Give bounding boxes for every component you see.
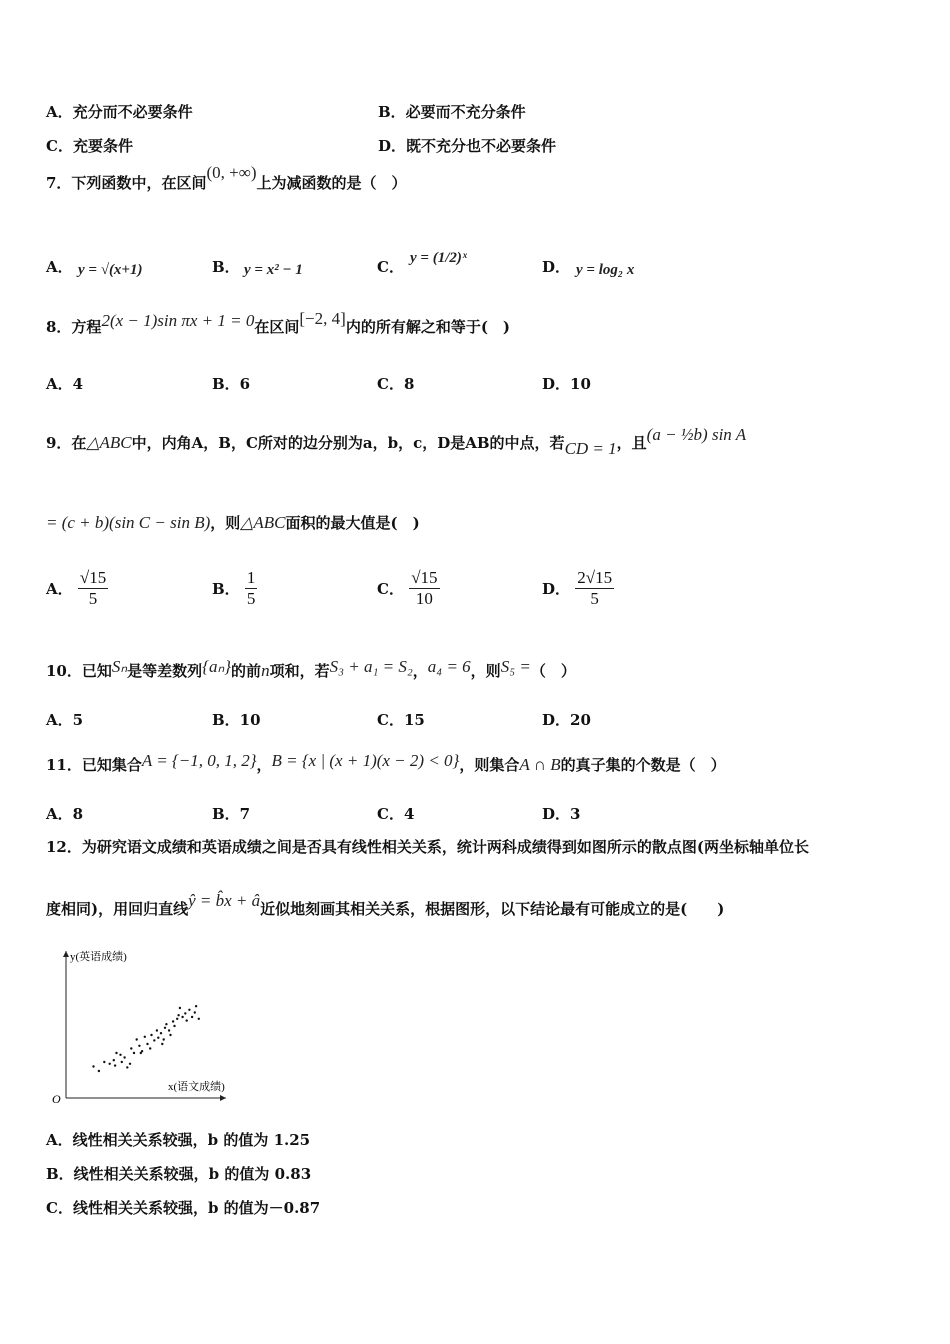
scatter-point	[156, 1029, 158, 1031]
q10-an: {aₙ}	[202, 657, 232, 676]
q9-option-c	[377, 568, 440, 609]
scatter-point	[140, 1052, 142, 1054]
q12-option-c: C．线性相关关系较强，b 的值为－0.87	[46, 1199, 321, 1217]
q10-cond2: a₄ = 6	[427, 657, 471, 676]
q10-comma: ，	[412, 662, 428, 680]
q8-option-c: C．8	[377, 375, 415, 393]
q9-option-b-frac	[245, 568, 258, 609]
scatter-point	[195, 1005, 197, 1007]
scatter-point	[144, 1036, 146, 1038]
scatter-point	[150, 1034, 152, 1036]
scatter-point	[181, 1016, 183, 1018]
q7-stem-post: 上为减函数的是（ ）	[256, 174, 407, 192]
x-axis-label: x(语文成绩)	[168, 1081, 225, 1093]
q7-option-b: y = x² − 1	[244, 262, 303, 278]
scatter-point	[130, 1047, 132, 1049]
q8-interval: [−2, 4]	[299, 309, 346, 328]
scatter-points	[92, 1005, 200, 1072]
scatter-point	[146, 1043, 148, 1045]
q11-stem-mid: ，则集合	[459, 756, 520, 774]
q12-option-b: B．线性相关关系较强，b 的值为 0.83	[46, 1165, 312, 1183]
scatter-point	[186, 1019, 188, 1021]
scatter-svg	[50, 945, 250, 1110]
origin-label: O	[52, 1092, 61, 1106]
q11-stem-pre: 11．已知集合	[46, 756, 142, 774]
q9-d-den: 5	[590, 589, 599, 608]
q9-b-num: 1	[246, 568, 256, 587]
scatter-point	[198, 1018, 200, 1020]
q9-stem-then: ，则	[210, 514, 241, 532]
q9-c-den: 10	[415, 589, 433, 608]
q9-option-d	[542, 568, 614, 609]
q10-stem-then: ，则	[470, 662, 501, 680]
q9-option-d-label: D．	[542, 580, 571, 598]
q10-stem-pre: 10．已知	[46, 662, 112, 680]
q11-option-a: A．8	[46, 805, 84, 823]
q11-stem	[46, 751, 726, 775]
q9-stem-and: ，且	[616, 434, 647, 452]
scatter-point	[165, 1023, 167, 1025]
q10-stem-post: （ ）	[530, 662, 576, 680]
scatter-point	[115, 1052, 117, 1054]
scatter-point	[176, 1018, 178, 1020]
scatter-point	[136, 1038, 138, 1040]
q9-stem-line2	[46, 512, 420, 533]
scatter-point	[113, 1059, 115, 1061]
q7-option-b-label: B．	[212, 258, 240, 276]
q9-triangle-2: △ABC	[240, 513, 286, 532]
q11-comma: ，	[256, 756, 272, 774]
q12-stem-post: 近似地刻画其相关关系，根据图形，以下结论最有可能成立的是( )	[260, 900, 725, 918]
q12-stem-line2	[46, 891, 725, 919]
q7-interval: (0, +∞)	[206, 163, 257, 182]
q10-option-c: C．15	[377, 711, 425, 729]
q10-stem-mid1: 是等差数列	[127, 662, 203, 680]
scatter-point	[161, 1043, 163, 1045]
scatter-point	[168, 1029, 170, 1031]
scatter-point	[98, 1070, 100, 1072]
scatter-point	[194, 1011, 196, 1013]
q11-option-b: B．7	[212, 805, 251, 823]
q9-b-den: 5	[246, 589, 256, 608]
q9-option-b-label: B．	[212, 580, 240, 598]
q10-option-a: A．5	[46, 711, 84, 729]
q10-option-d: D．20	[542, 711, 591, 729]
q9-option-a-label: A．	[46, 580, 73, 598]
q9-stem-line1	[46, 425, 747, 458]
scatter-point	[179, 1007, 181, 1009]
q7-option-d: y = log₂ x	[576, 262, 635, 278]
scatter-point	[138, 1045, 140, 1047]
scatter-point	[184, 1012, 186, 1014]
q9-cond1: (a − ½b) sin A	[646, 425, 747, 444]
scatter-plot	[50, 945, 250, 1110]
q9-a-den: 5	[88, 589, 98, 608]
q8-option-b: B．6	[212, 375, 251, 393]
q9-option-a	[46, 568, 108, 609]
q9-a-num: √15	[79, 568, 107, 587]
q6-option-a: A．充分而不必要条件	[46, 103, 193, 121]
q6-option-b: B．必要而不充分条件	[378, 103, 526, 121]
q9-option-c-label: C．	[377, 580, 404, 598]
scatter-point	[126, 1066, 128, 1068]
q9-option-d-frac	[575, 568, 614, 609]
scatter-point	[173, 1025, 175, 1027]
q8-option-d: D．10	[542, 375, 591, 393]
q9-c-num: √15	[411, 568, 438, 587]
q8-option-a: A．4	[46, 375, 84, 393]
q8-stem-mid: 在区间	[254, 318, 300, 336]
q11-set-b: B = {x | (x + 1)(x − 2) < 0}	[271, 751, 460, 770]
q8-stem	[46, 309, 511, 337]
q11-intersection: A ∩ B	[519, 755, 561, 774]
q9-option-b	[212, 568, 257, 609]
q12-stem-pre: 度相同)，用回归直线	[46, 900, 189, 918]
q10-n: n	[261, 661, 270, 680]
q8-equation: 2(x − 1)sin πx + 1 = 0	[101, 311, 255, 330]
scatter-point	[103, 1061, 105, 1063]
scatter-point	[92, 1065, 94, 1067]
scatter-point	[191, 1016, 193, 1018]
q7-option-d-label: D．	[542, 258, 571, 276]
q9-stem-post: 面积的最大值是( )	[285, 514, 420, 532]
q10-s5: S₅ =	[500, 657, 531, 676]
q9-cd: CD = 1	[564, 439, 617, 458]
scatter-point	[153, 1039, 155, 1041]
scatter-point	[121, 1061, 123, 1063]
q9-d-num: 2√15	[577, 568, 613, 587]
scatter-point	[109, 1063, 111, 1065]
q9-stem-pre: 9．在	[46, 434, 87, 452]
q8-stem-pre: 8．方程	[46, 318, 102, 336]
q6-option-c: C．充要条件	[46, 137, 133, 155]
scatter-point	[172, 1020, 174, 1022]
q8-stem-post: 内的所有解之和等于( )	[345, 318, 511, 336]
q9-triangle: △ABC	[86, 433, 132, 452]
q10-cond1: S₃ + a₁ = S₂	[329, 657, 413, 676]
q9-stem-mid: 中，内角A，B，C所对的边分别为a，b，c，D是AB的中点，若	[131, 434, 565, 452]
q11-option-d: D．3	[542, 805, 581, 823]
q7-option-c-label: C．	[377, 258, 404, 276]
q7-stem	[46, 163, 407, 193]
q10-stem	[46, 657, 576, 681]
q10-option-b: B．10	[212, 711, 261, 729]
q12-regression: ŷ = b̂x + â	[188, 891, 261, 910]
q7-option-c: y = (1/2)ˣ	[410, 250, 467, 266]
scatter-point	[177, 1014, 179, 1016]
q10-sn: Sₙ	[111, 657, 128, 676]
q7-stem-pre: 7．下列函数中，在区间	[46, 174, 207, 192]
y-axis-label: y(英语成绩)	[70, 951, 127, 963]
scatter-point	[129, 1063, 131, 1065]
q11-set-a: A = {−1, 0, 1, 2}	[141, 751, 257, 770]
q6-option-d: D．既不充分也不必要条件	[378, 137, 557, 155]
q7-option-a-label: A．	[46, 258, 73, 276]
scatter-point	[163, 1038, 165, 1040]
q10-stem-mid3: 项和，若	[269, 662, 330, 680]
q9-cond2: = (c + b)(sin C − sin B)	[46, 513, 211, 532]
q12-option-a: A．线性相关关系较强，b 的值为 1.25	[46, 1131, 311, 1149]
q9-option-c-frac	[409, 568, 439, 609]
scatter-point	[188, 1009, 190, 1011]
scatter-point	[119, 1054, 121, 1056]
scatter-point	[114, 1064, 116, 1066]
scatter-point	[149, 1047, 151, 1049]
scatter-point	[169, 1034, 171, 1036]
scatter-point	[157, 1037, 159, 1039]
q7-option-a: y = √(x+1)	[78, 262, 143, 278]
scatter-point	[133, 1052, 135, 1054]
scatter-point	[123, 1056, 125, 1058]
q11-option-c: C．4	[377, 805, 415, 823]
scatter-point	[164, 1027, 166, 1029]
scatter-point	[160, 1032, 162, 1034]
q11-stem-post: 的真子集的个数是（ ）	[560, 756, 726, 774]
q12-stem-line1: 12．为研究语文成绩和英语成绩之间是否具有线性相关关系，统计两科成绩得到如图所示的散点图(两坐标轴单位长	[46, 838, 809, 856]
q9-option-a-frac	[78, 568, 108, 609]
q10-stem-mid2: 的前	[231, 662, 262, 680]
